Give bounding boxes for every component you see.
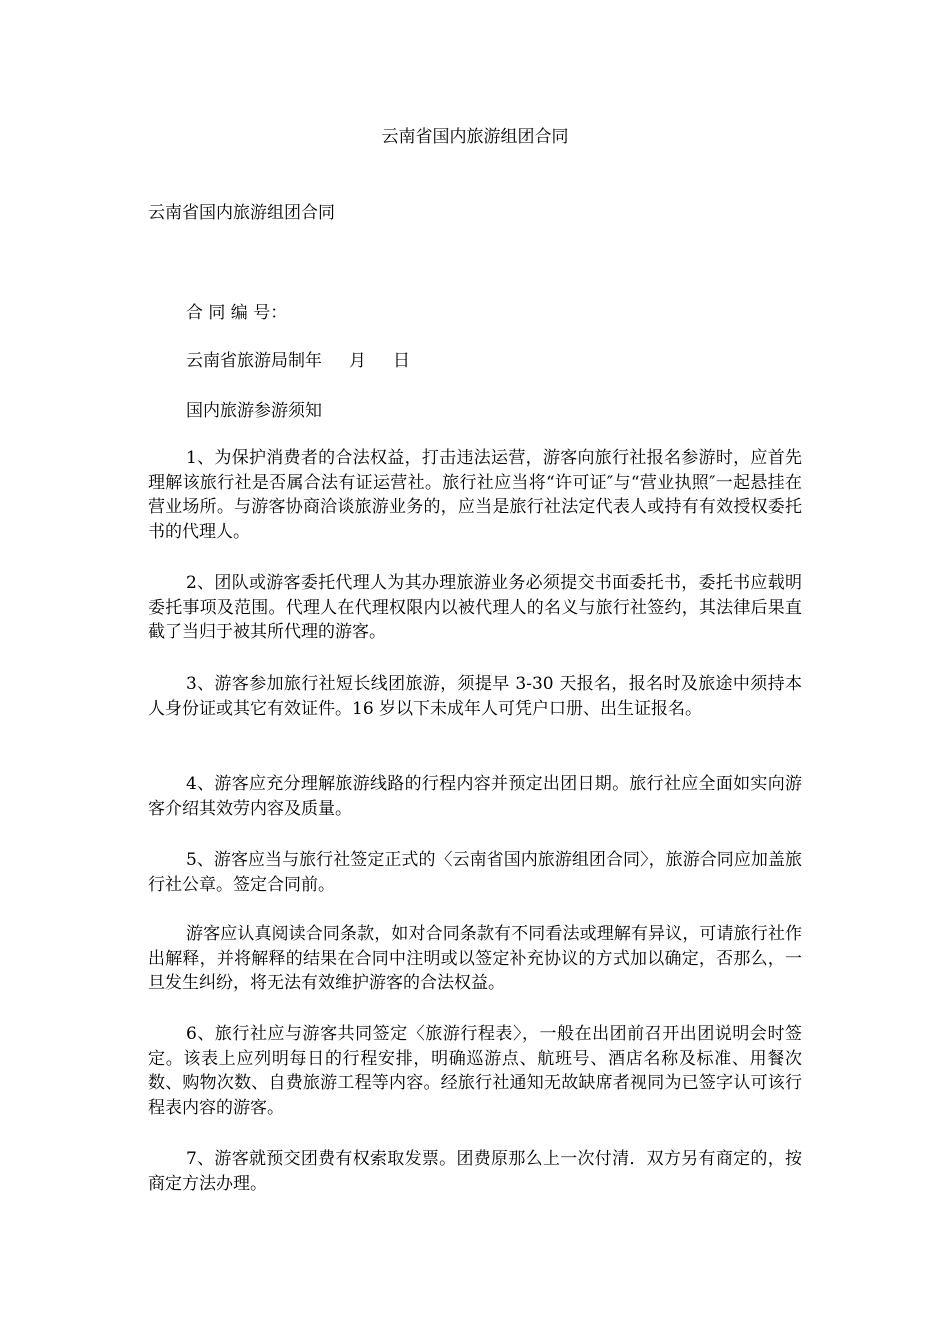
paragraph-6: 6、旅行社应与游客共同签定〈旅游行程表〉，一般在出团前召开出团说明会时签定。该表上应列明每日的行程安排，明确巡游点、航班号、酒店名称及标准、用餐次数、购物次数、自费旅游工程等内容。经旅行社通知无故缺席者视同为已签字认可该行程表内容的游客。 (148, 1024, 802, 1118)
paragraph-7: 7、游客就预交团费有权索取发票。团费原那么上一次付清．双方另有商定的，按商定方法办理。 (148, 1149, 802, 1194)
paragraph-2: 2、团队或游客委托代理人为其办理旅游业务必须提交书面委托书，委托书应载明委托事项及范围。代理人在代理权限内以被代理人的名义与旅行社签约，其法律后果直截了当归于被其所代理的游客。 (148, 573, 802, 642)
paragraph-4: 4、游客应充分理解旅游线路的行程内容并预定出团日期。旅行社应全面如实向游客介绍其效劳内容及质量。 (148, 774, 802, 819)
paragraph-1: 1、为保护消费者的合法权益，打击违法运营，游客向旅行社报名参游时，应首先理解该旅行社是否属合法有证运营社。旅行社应当将“许可证″与“营业执照″一起悬挂在营业场所。与游客协商洽谈旅游业务的，应当是旅行社法定代表人或持有有效授权委托书的代理人。 (148, 448, 802, 542)
document-title: 云南省国内旅游组团合同 (381, 127, 569, 147)
issuer-date-line: 云南省旅游局制年 月 日 (186, 351, 411, 371)
notice-heading: 国内旅游参游须知 (186, 401, 322, 421)
paragraph-5-continued: 游客应认真阅读合同条款，如对合同条款有不同看法或理解有异议，可请旅行社作出解释，并将解释的结果在合同中注明或以签定补充协议的方式加以确定，否那么，一旦发生纠纷，将无法有效维护游客的合法权益。 (148, 924, 802, 993)
document-subtitle: 云南省国内旅游组团合同 (148, 203, 335, 223)
contract-number-label: 合 同 编 号： (186, 303, 288, 323)
paragraph-3: 3、游客参加旅行社短长线团旅游，须提早 3-30 天报名，报名时及旅途中须持本人身份证或其它有效证件。16 岁以下未成年人可凭户口册、出生证报名。 (148, 674, 802, 719)
paragraph-5: 5、游客应当与旅行社签定正式的〈云南省国内旅游组团合同〉，旅游合同应加盖旅行社公章。签定合同前。 (148, 850, 802, 895)
